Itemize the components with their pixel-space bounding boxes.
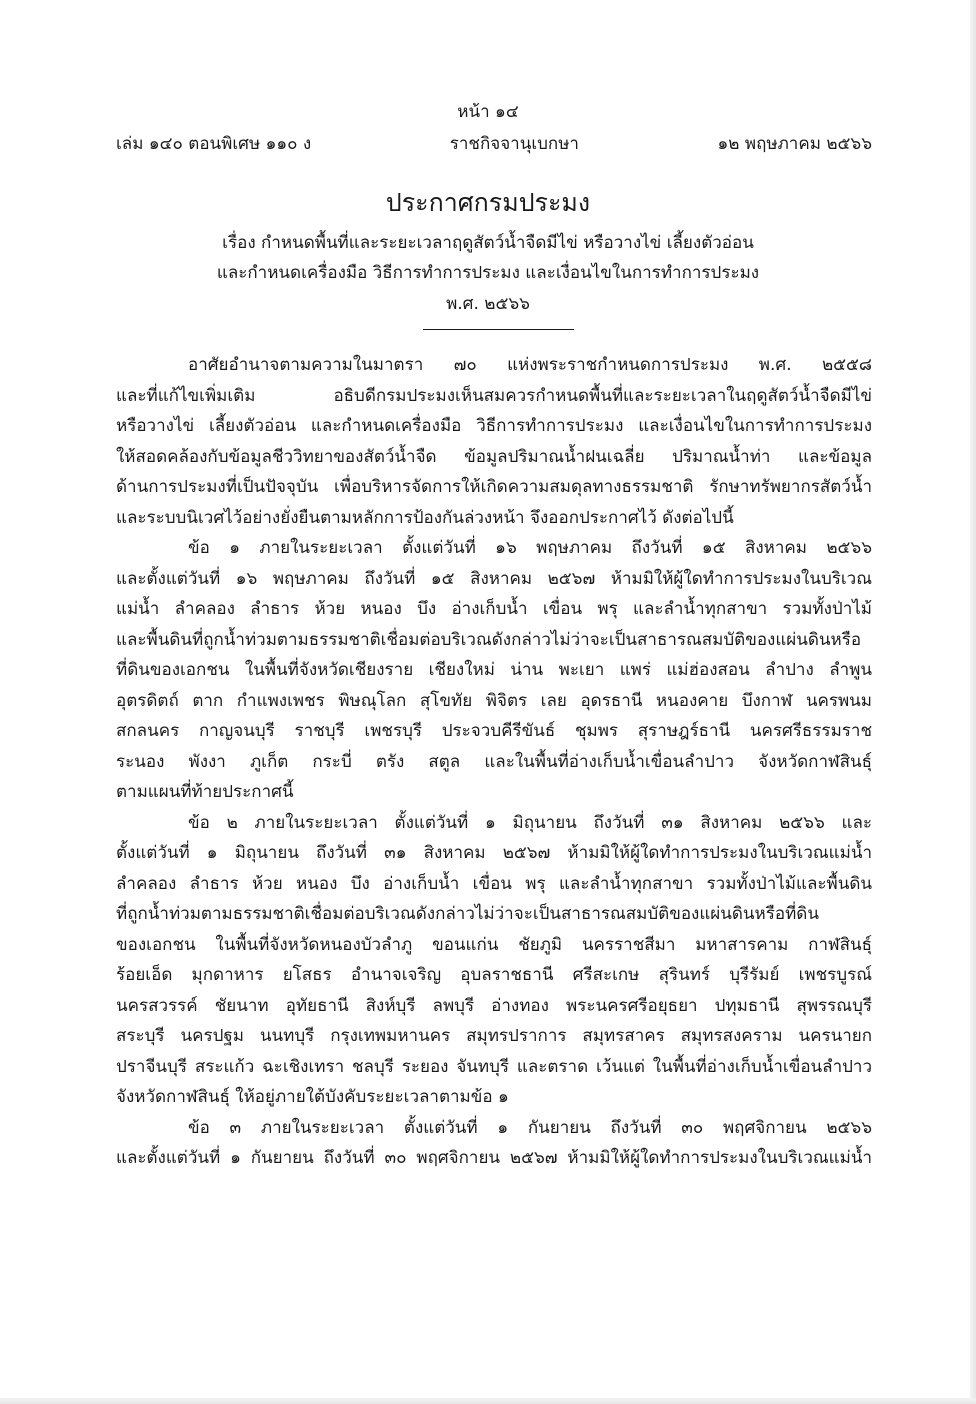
clause-3-line: และตั้งแต่วันที่ ๑ กันยายน ถึงวันที่ ๓๐ พฤศจิกายน ๒๕๖๗ ห้ามมิให้ผู้ใดทำการประมงในบริเวณแม่น้ำ <box>116 1148 872 1168</box>
clause-1-line: และตั้งแต่วันที่ ๑๖ พฤษภาคม ถึงวันที่ ๑๕ สิงหาคม ๒๕๖๗ ห้ามมิให้ผู้ใดทำการประมงในบริเวณ <box>116 568 872 589</box>
clause-1-line: ระนอง พังงา ภูเก็ต กระบี่ ตรัง สตูล และในพื้นที่อ่างเก็บน้ำเขื่อนลำปาว จังหวัดกาฬสินธุ์ <box>116 751 872 772</box>
announcement-subject-line-1: เรื่อง กำหนดพื้นที่และระยะเวลาฤดูสัตว์น้ำจืดมีไข่ หรือวางไข่ เลี้ยงตัวอ่อน <box>222 233 754 253</box>
announcement-subject-line-2: และกำหนดเครื่องมือ วิธีการทำการประมง และเงื่อนไขในการทำการประมง <box>216 263 760 283</box>
body-line: อาศัยอำนาจตามความในมาตรา ๗๐ แห่งพระราชกำหนดการประมง พ.ศ. ๒๕๕๘ <box>188 355 872 375</box>
clause-2-line: ตั้งแต่วันที่ ๑ มิถุนายน ถึงวันที่ ๓๑ สิงหาคม ๒๕๖๗ ห้ามมิให้ผู้ใดทำการประมงในบริเวณแม่น้ำ <box>116 843 872 863</box>
clause-2-line: สระบุรี นครปฐม นนทบุรี กรุงเทพมหานคร สมุทรปราการ สมุทรสาคร สมุทรสงคราม นครนายก <box>116 1026 872 1046</box>
clause-1-line: และพื้นดินที่ถูกน้ำท่วมตามธรรมชาติเชื่อมต่อบริเวณดังกล่าวไม่ว่าจะเป็นสาธารณสมบัติของแผ่นดินหรือ <box>116 629 862 650</box>
clause-3-line: ข้อ ๓ ภายในระยะเวลา ตั้งแต่วันที่ ๑ กันยายน ถึงวันที่ ๓๐ พฤศจิกายน ๒๕๖๖ <box>188 1117 872 1138</box>
body-line: และที่แก้ไขเพิ่มเติม อธิบดีกรมประมงเห็นสมควรกำหนดพื้นที่และระยะเวลาในฤดูสัตว์น้ำจืดมีไข่ <box>116 385 872 406</box>
clause-2-line: นครสวรรค์ ชัยนาท อุทัยธานี สิงห์บุรี ลพบุรี อ่างทอง พระนครศรีอยุธยา ปทุมธานี สุพรรณบุรี <box>116 995 872 1016</box>
clause-2-line: ของเอกชน ในพื้นที่จังหวัดหนองบัวลำภู ขอนแก่น ชัยภูมิ นครราชสีมา มหาสารคาม กาฬสินธุ์ <box>116 934 872 955</box>
clause-1-line: อุตรดิตถ์ ตาก กำแพงเพชร พิษณุโลก สุโขทัย พิจิตร เลย อุดรธานี หนองคาย บึงกาฬ นครพนม <box>116 690 872 711</box>
announcement-body <box>116 350 872 1174</box>
body-line: และระบบนิเวศไว้อย่างยั่งยืนตามหลักการป้องกันล่วงหน้า จึงออกประกาศไว้ ดังต่อไปนี้ <box>116 507 734 528</box>
clause-1-line: ตามแผนที่ท้ายประกาศนี้ <box>116 782 294 802</box>
body-line: ด้านการประมงที่เป็นปัจจุบัน เพื่อบริหารจัดการให้เกิดความสมดุลทางธรรมชาติ รักษาทรัพยากรสัตว์น้ำ <box>116 477 872 497</box>
gazette-date: ๑๒ พฤษภาคม ๒๕๖๖ <box>717 134 872 154</box>
clause-2-line: ที่ถูกน้ำท่วมตามธรรมชาติเชื่อมต่อบริเวณดังกล่าวไม่ว่าจะเป็นสาธารณสมบัติของแผ่นดินหรือที่ดิน <box>116 904 819 924</box>
page-edge-bottom <box>0 1398 976 1404</box>
clause-1-line: ที่ดินของเอกชน ในพื้นที่จังหวัดเชียงราย เชียงใหม่ น่าน พะเยา แพร่ แม่ฮ่องสอน ลำปาง ลำพูน <box>116 660 872 680</box>
clause-2-line: ข้อ ๒ ภายในระยะเวลา ตั้งแต่วันที่ ๑ มิถุนายน ถึงวันที่ ๓๑ สิงหาคม ๒๕๖๖ และ <box>188 812 872 833</box>
clause-1-line: ข้อ ๑ ภายในระยะเวลา ตั้งแต่วันที่ ๑๖ พฤษภาคม ถึงวันที่ ๑๕ สิงหาคม ๒๕๖๖ <box>188 538 872 558</box>
clause-2-line: จังหวัดกาฬสินธุ์ ให้อยู่ภายใต้บังคับระยะเวลาตามข้อ ๑ <box>116 1087 509 1107</box>
gazette-volume: เล่ม ๑๔๐ ตอนพิเศษ ๑๑๐ ง <box>116 134 312 154</box>
clause-1-line: แม่น้ำ ลำคลอง ลำธาร ห้วย หนอง บึง อ่างเก็บน้ำ เขื่อน พรุ และลำน้ำทุกสาขา รวมทั้งป่าไม้ <box>116 599 872 619</box>
clause-2-line: ร้อยเอ็ด มุกดาหาร ยโสธร อำนาจเจริญ อุบลราชธานี ศรีสะเกษ สุรินทร์ บุรีรัมย์ เพชรบูรณ์ <box>116 965 872 985</box>
body-line: ให้สอดคล้องกับข้อมูลชีววิทยาของสัตว์น้ำจืด ข้อมูลปริมาณน้ำฝนเฉลี่ย ปริมาณน้ำท่า และข้อมูล <box>116 446 872 467</box>
page-number: หน้า ๑๔ <box>457 102 519 122</box>
clause-2-line: ปราจีนบุรี สระแก้ว ฉะเชิงเทรา ชลบุรี ระยอง จันทบุรี และตราด เว้นแต่ ในพื้นที่อ่างเก็บน้ำเขื่อนลำปาว <box>116 1056 872 1077</box>
clause-1-line: สกลนคร กาญจนบุรี ราชบุรี เพชรบุรี ประจวบคีรีขันธ์ ชุมพร สุราษฎร์ธานี นครศรีธรรมราช <box>116 721 872 741</box>
body-line: หรือวางไข่ เลี้ยงตัวอ่อน และกำหนดเครื่องมือ วิธีการทำการประมง และเงื่อนไขในการทำการประมง <box>116 416 872 436</box>
gazette-header <box>116 132 872 156</box>
clause-2-line: ลำคลอง ลำธาร ห้วย หนอง บึง อ่างเก็บน้ำ เขื่อน พรุ และลำน้ำทุกสาขา รวมทั้งป่าไม้และพื้นดิน <box>116 873 872 894</box>
gazette-name: ราชกิจจานุเบกษา <box>449 134 579 154</box>
announcement-year: พ.ศ. ๒๕๖๖ <box>446 294 530 314</box>
title-divider <box>423 329 574 330</box>
page-edge-right <box>970 0 976 1404</box>
announcement-title: ประกาศกรมประมง <box>385 188 591 217</box>
